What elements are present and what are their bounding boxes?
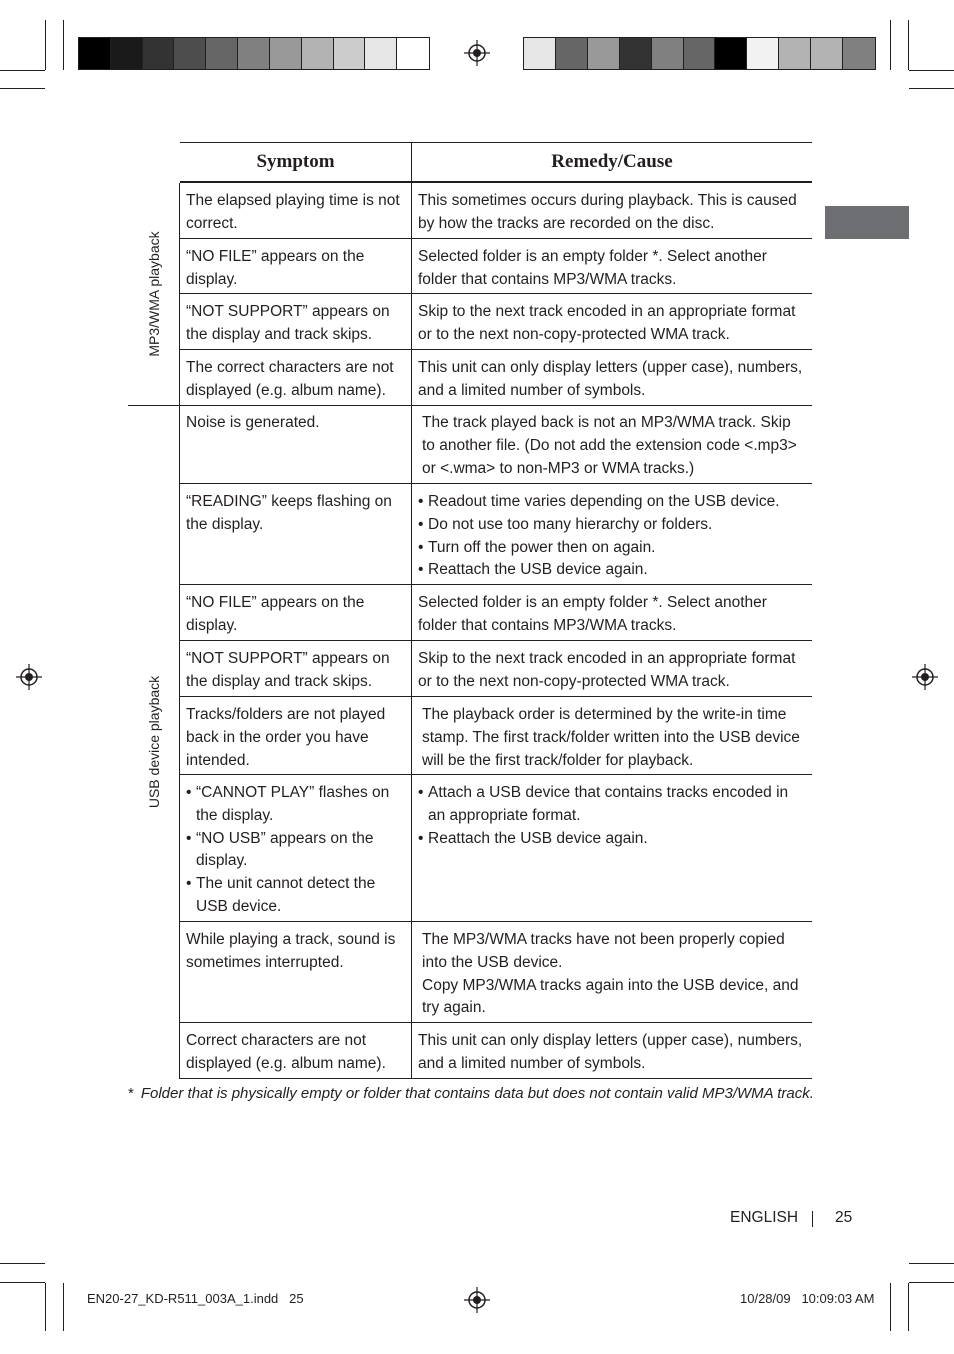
remedy-cell: The playback order is determined by the write-in time stamp. The first track/folder written into the USB device will be the first track/folder for playback. xyxy=(422,706,800,769)
table-row xyxy=(180,922,812,1023)
table-row xyxy=(180,484,812,585)
symptom-cell xyxy=(180,775,412,921)
footnote-marker: * xyxy=(128,1085,134,1102)
color-bar-right xyxy=(523,37,876,70)
header-symptom: Symptom xyxy=(180,142,412,183)
registration-mark-icon xyxy=(464,1287,490,1313)
section-label: MP3/WMA playback xyxy=(128,183,180,405)
symptom-bullet: • “NO USB” appears on the display. xyxy=(186,828,405,874)
color-swatch xyxy=(365,38,397,69)
section-mp3-wma xyxy=(128,183,812,405)
symptom-cell: Noise is generated. xyxy=(180,405,412,483)
footnote-text: Folder that is physically empty or folder that contains data but does not contain valid MP3/WMA track. xyxy=(140,1085,814,1102)
registration-mark-icon xyxy=(912,664,938,690)
table-row xyxy=(180,641,812,697)
color-swatch xyxy=(747,38,779,69)
header-remedy: Remedy/Cause xyxy=(412,142,812,183)
color-swatch xyxy=(334,38,366,69)
color-swatch xyxy=(843,38,875,69)
page-number: 25 xyxy=(835,1209,853,1226)
footnote xyxy=(128,1085,814,1102)
symptom-bullet: • “CANNOT PLAY” flashes on the display. xyxy=(186,782,405,828)
remedy-cell: Skip to the next track encoded in an appropriate format or to the next non-copy-protected WMA track. xyxy=(418,303,796,343)
table-row xyxy=(180,183,812,239)
section-tab xyxy=(825,206,909,239)
slug-datetime: 10/28/09 10:09:03 AM xyxy=(740,1291,875,1306)
color-swatch xyxy=(779,38,811,69)
color-swatch xyxy=(397,38,429,69)
language-label: ENGLISH xyxy=(730,1209,799,1226)
symptom-cell: The elapsed playing time is not correct. xyxy=(180,183,412,238)
remedy-cell xyxy=(412,484,812,584)
remedy-cell: This sometimes occurs during playback. This is caused by how the tracks are recorded on the disc. xyxy=(418,192,797,232)
color-swatch xyxy=(302,38,334,69)
remedy-bullet: • Turn off the power then on again. xyxy=(418,537,804,560)
remedy-bullet: • Do not use too many hierarchy or folders. xyxy=(418,514,804,537)
table-row xyxy=(180,775,812,922)
remedy-cell: The track played back is not an MP3/WMA track. Skip to another file. (Do not add the extension code <.mp3> or <.wma> to non-MP3 or WMA tracks.) xyxy=(422,414,797,477)
remedy-cell: This unit can only display letters (upper case), numbers, and a limited number of symbols. xyxy=(418,359,803,399)
remedy-bullet: • Reattach the USB device again. xyxy=(418,559,804,582)
table-row xyxy=(180,239,812,294)
symptom-cell: Correct characters are not displayed (e.g. album name). xyxy=(180,1023,412,1078)
symptom-cell: “NOT SUPPORT” appears on the display and track skips. xyxy=(180,641,412,696)
table-row xyxy=(180,1023,812,1079)
color-swatch xyxy=(79,38,111,69)
symptom-cell: “NOT SUPPORT” appears on the display and track skips. xyxy=(180,294,412,349)
remedy-cell xyxy=(412,775,812,921)
color-swatch xyxy=(143,38,175,69)
symptom-cell: “NO FILE” appears on the display. xyxy=(180,239,412,293)
remedy-cell: Selected folder is an empty folder *. Select another folder that contains MP3/WMA tracks. xyxy=(418,594,767,634)
color-bar-left xyxy=(78,37,430,70)
color-swatch xyxy=(556,38,588,69)
color-swatch xyxy=(620,38,652,69)
table-row xyxy=(180,697,812,775)
color-swatch xyxy=(111,38,143,69)
remedy-bullet: • Reattach the USB device again. xyxy=(418,828,804,851)
color-swatch xyxy=(270,38,302,69)
remedy-bullet: • Attach a USB device that contains tracks encoded in an appropriate format. xyxy=(418,782,804,828)
symptom-bullet: • The unit cannot detect the USB device. xyxy=(186,873,405,919)
color-swatch xyxy=(652,38,684,69)
color-swatch xyxy=(811,38,843,69)
color-swatch xyxy=(684,38,716,69)
remedy-bullet: • Readout time varies depending on the USB device. xyxy=(418,491,804,514)
section-usb xyxy=(128,405,812,1079)
symptom-cell: While playing a track, sound is sometimes interrupted. xyxy=(180,922,412,1022)
section-label: USB device playback xyxy=(128,405,180,1079)
symptom-cell: The correct characters are not displayed (e.g. album name). xyxy=(180,350,412,405)
symptom-cell: “READING” keeps flashing on the display. xyxy=(180,484,412,584)
color-swatch xyxy=(588,38,620,69)
registration-mark-icon xyxy=(16,664,42,690)
remedy-cell: The MP3/WMA tracks have not been properly copied into the USB device. Copy MP3/WMA tracks again into the USB device, and try again. xyxy=(422,931,799,1017)
table-row xyxy=(180,294,812,350)
table-row xyxy=(180,350,812,405)
symptom-cell: “NO FILE” appears on the display. xyxy=(180,585,412,640)
color-swatch xyxy=(715,38,747,69)
table-row xyxy=(180,405,812,484)
remedy-cell: Skip to the next track encoded in an appropriate format or to the next non-copy-protected WMA track. xyxy=(418,650,796,690)
remedy-cell: This unit can only display letters (upper case), numbers, and a limited number of symbols. xyxy=(418,1032,803,1072)
slug-filename: EN20-27_KD-R511_003A_1.indd 25 xyxy=(87,1291,304,1306)
color-swatch xyxy=(238,38,270,69)
color-swatch xyxy=(174,38,206,69)
color-swatch xyxy=(524,38,556,69)
registration-mark-icon xyxy=(464,40,490,66)
table-row xyxy=(180,585,812,641)
remedy-cell: Selected folder is an empty folder *. Select another folder that contains MP3/WMA tracks. xyxy=(418,248,767,288)
color-swatch xyxy=(206,38,238,69)
symptom-cell: Tracks/folders are not played back in the order you have intended. xyxy=(180,697,412,774)
footer-separator xyxy=(812,1211,813,1227)
